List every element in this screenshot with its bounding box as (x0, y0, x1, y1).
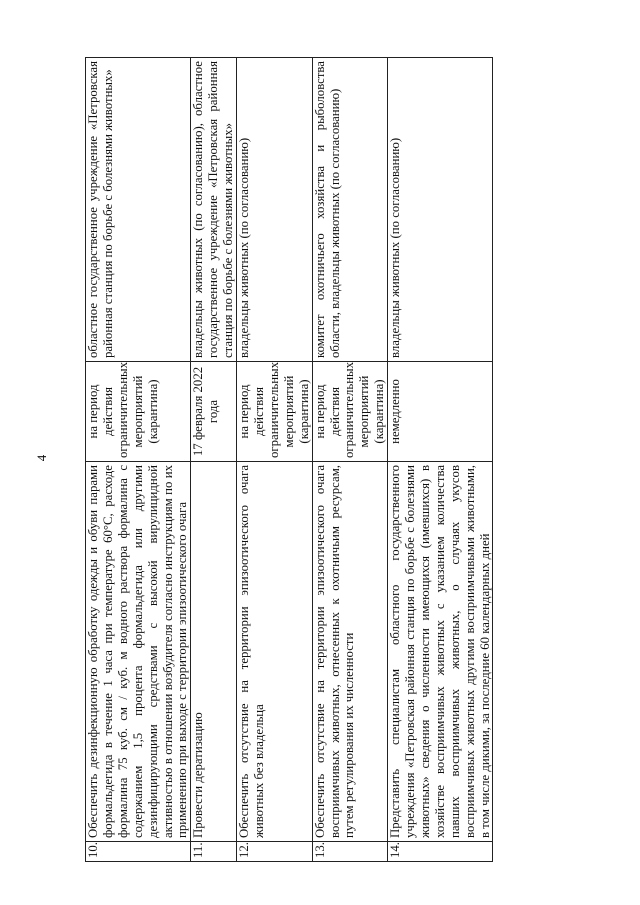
responsible-text: областное государственное учреждение «Петровская районная станция по борьбе с болезнями животных» (86, 58, 191, 362)
measure-text: Обеспечить отсутствие на территории эпизоотического очага восприимчивых животных, отнесенных к охотничьим ресурсам, путем регулирования их численности (312, 462, 388, 842)
responsible-text: владельцы животных (по согласованию), областное государственное учреждение «Петровская районная станция по борьбе с болезнями животных» (191, 58, 237, 362)
measure-text: Провести дератизацию (191, 462, 237, 842)
table-row (237, 58, 313, 862)
responsible-text: владельцы животных (по согласованию) (237, 58, 313, 362)
measure-text: Обеспечить дезинфекционную обработку одежды и обуви парами формальдегида в течение 1 часа при температуре 60°С, расходе формалина 75 куб. см / куб. м водного раствора формалина с содержанием 1,5 процента формальдегида или другими дезинфицирующими средствами с высокой вирулицидной активностью в отношении возбудителя согласно инструкциям по их применению при выходе с территории эпизоотического очага (86, 462, 191, 842)
responsible-text: комитет охотничьего хозяйства и рыболовства области, владельцы животных (по согласованию) (312, 58, 388, 362)
deadline-text: 17 февраля 2022 года (191, 362, 237, 462)
deadline-text: на период действия ограничительных мероприятий (карантина) (237, 362, 313, 462)
rotated-document-content (85, 58, 550, 862)
responsible-text: владельцы животных (по согласованию) (388, 58, 493, 362)
row-number: 10. (86, 842, 191, 862)
row-number: 11. (191, 842, 237, 862)
row-number: 14. (388, 842, 493, 862)
table-row (191, 58, 237, 862)
measure-text: Обеспечить отсутствие на территории эпизоотического очага животных без владельца (237, 462, 313, 842)
table-row (388, 58, 493, 862)
deadline-text: на период действия ограничительных мероприятий (карантина) (312, 362, 388, 462)
measure-text: Представить специалистам областного государственного учреждения «Петровская районная станция по борьбе с болезнями животных» сведения о численности имеющихся (имевшихся) в хозяйстве восприимчивых животных с указанием количества павших восприимчивых животных, о случаях укусов восприимчивых животных другими восприимчивыми животными, в том числе дикими, за последние 60 календарных дней (388, 462, 493, 842)
page-number: 4 (34, 454, 49, 462)
deadline-text: на период действия ограничительных мероприятий (карантина) (86, 362, 191, 462)
row-number: 13. (312, 842, 388, 862)
row-number: 12. (237, 842, 313, 862)
measures-table (85, 57, 493, 862)
table-row (312, 58, 388, 862)
table-row (86, 58, 191, 862)
deadline-text: немедленно (388, 362, 493, 462)
